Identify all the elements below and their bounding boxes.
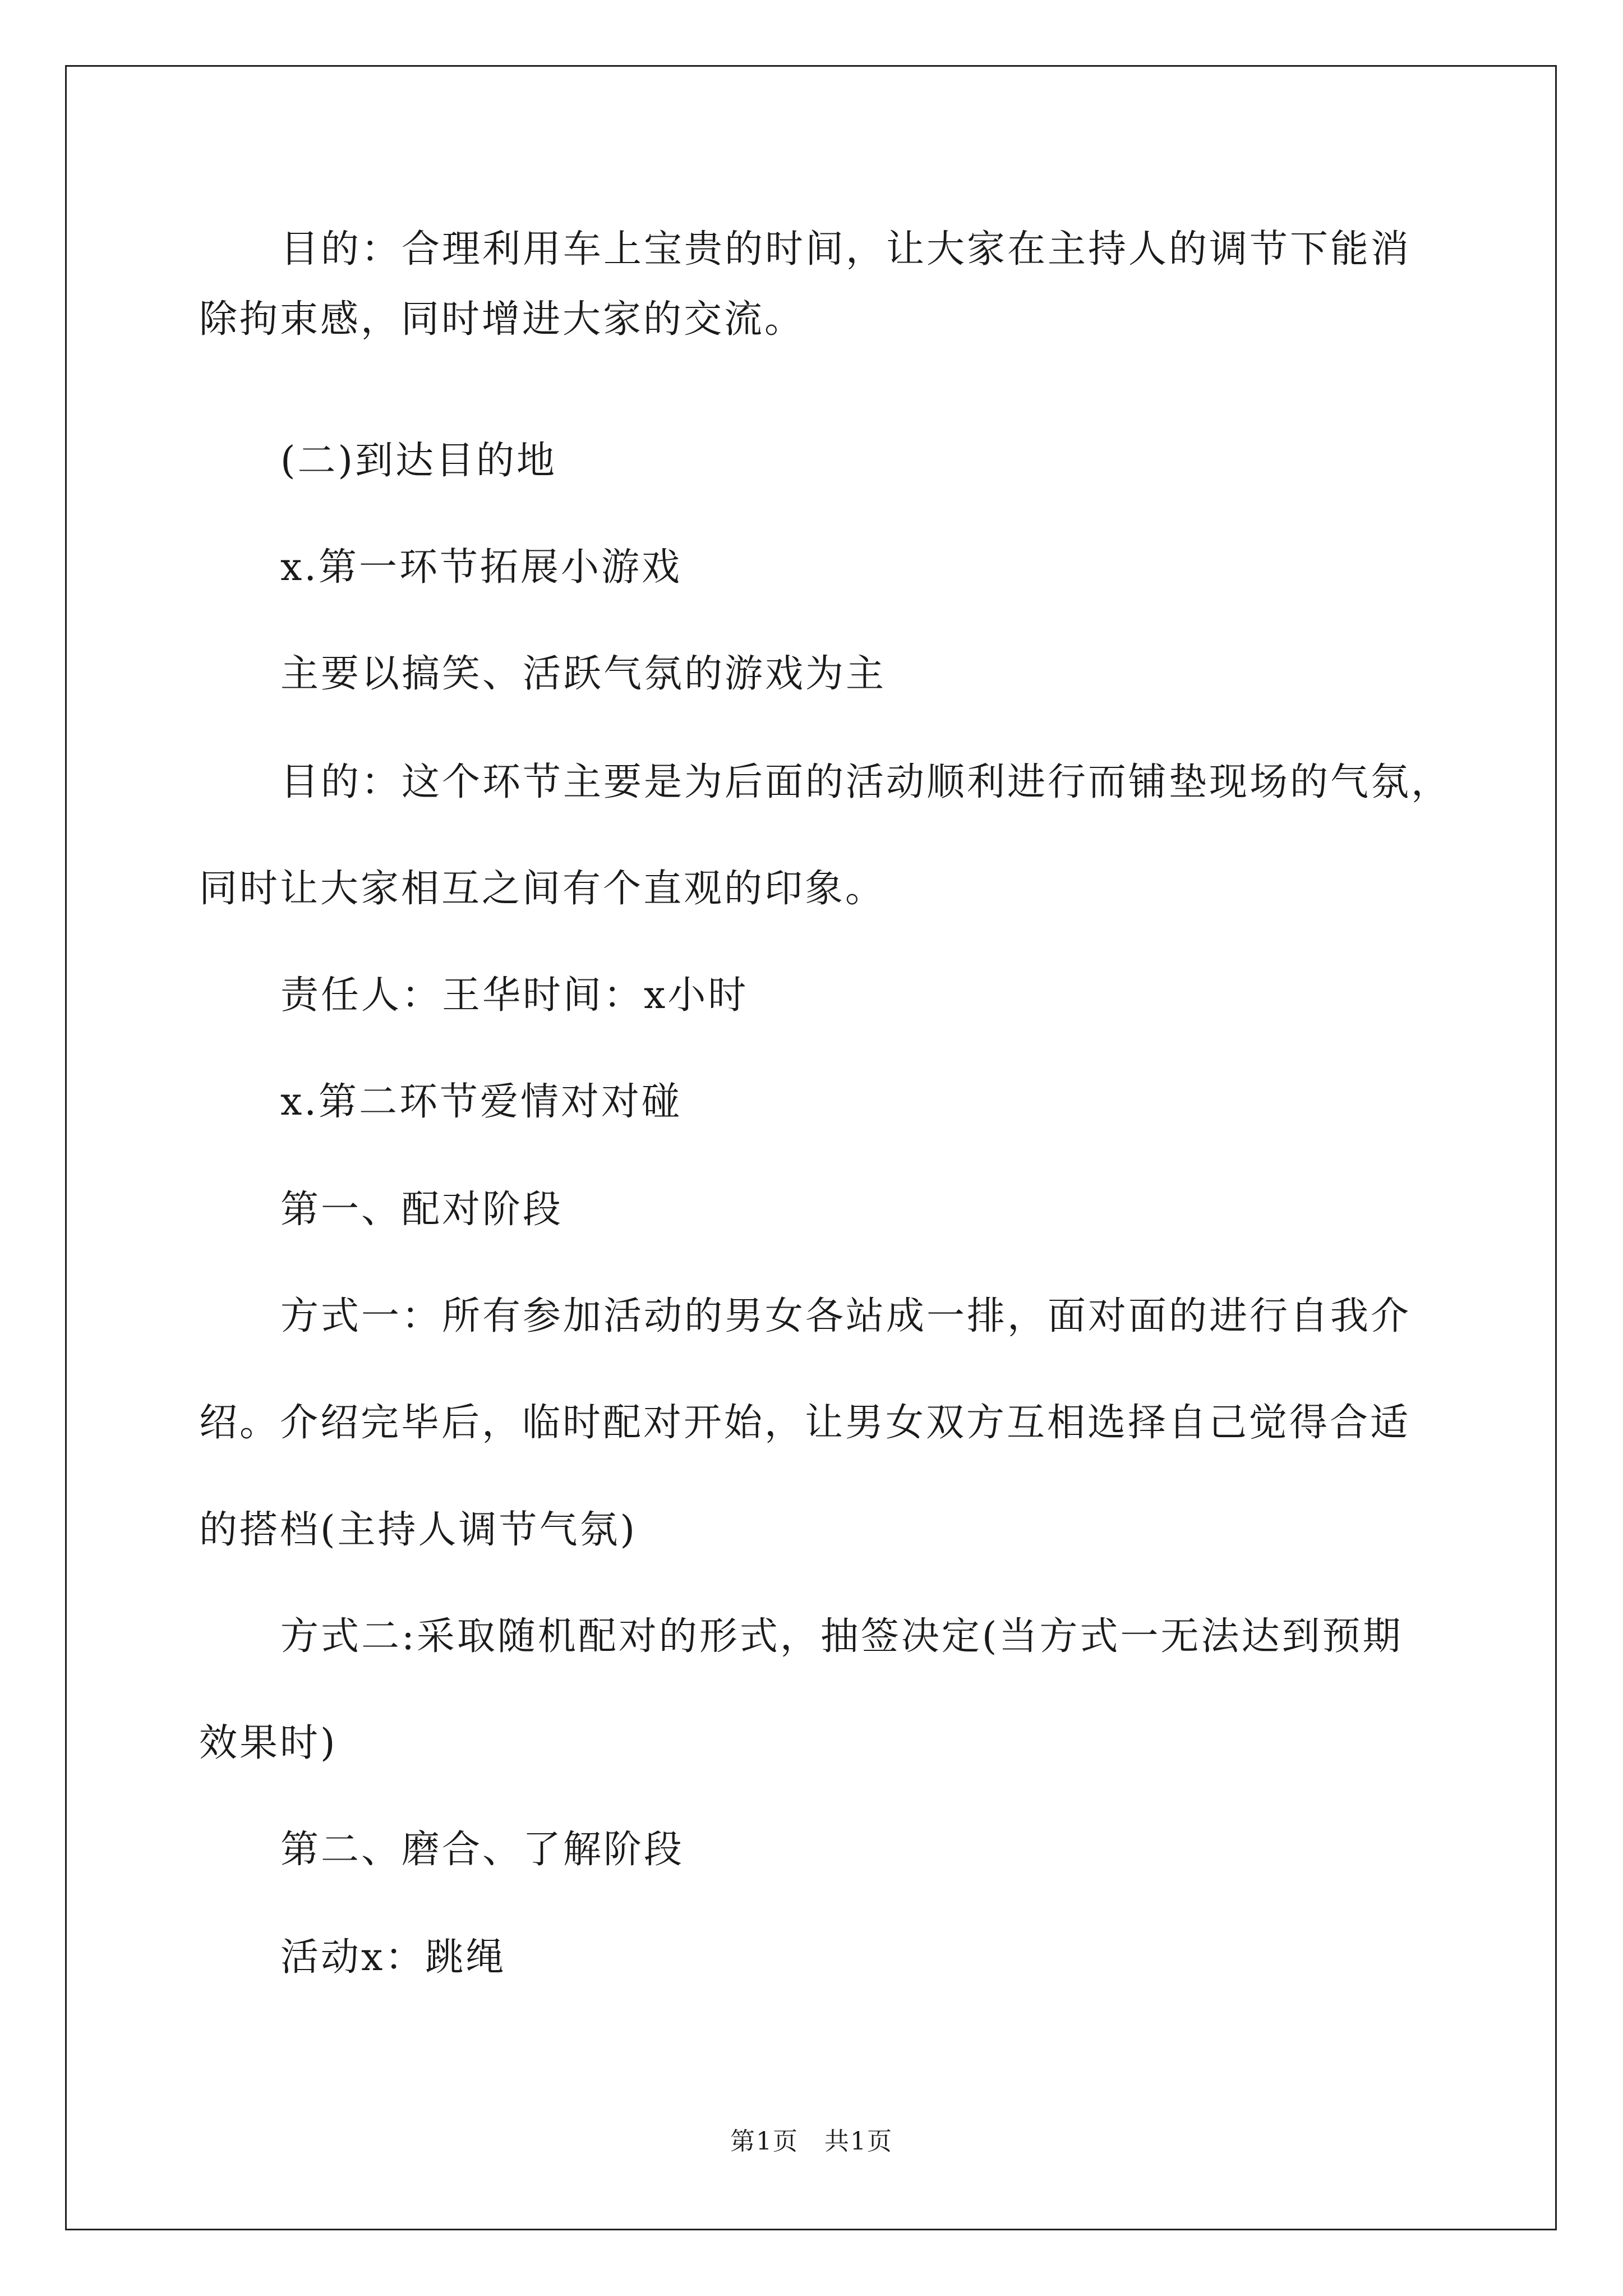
- paragraph-line: 责任人：王华时间：x小时: [280, 973, 749, 1018]
- paragraph-line: 方式二:采取随机配对的形式，抽签决定(当方式一无法达到预期: [280, 1614, 1403, 1659]
- page-border: [65, 65, 1557, 2230]
- paragraph-line: 目的：这个环节主要是为后面的活动顺利进行而铺垫现场的气氛，: [280, 760, 1452, 804]
- paragraph-line: 第一、配对阶段: [280, 1188, 564, 1232]
- paragraph-line: 效果时): [199, 1721, 338, 1765]
- paragraph-line: x.第二环节爱情对对碰: [280, 1080, 682, 1124]
- paragraph-line: 除拘束感，同时增进大家的交流。: [199, 297, 805, 342]
- paragraph-line: 活动x：跳绳: [280, 1935, 506, 1980]
- paragraph-line: 的搭档(主持人调节气氛): [199, 1508, 638, 1552]
- paragraph-line: 主要以搞笑、活跃气氛的游戏为主: [280, 652, 887, 696]
- page-footer: 第1页 共1页: [730, 2127, 893, 2156]
- section-heading: (二)到达目的地: [280, 439, 557, 483]
- paragraph-line: 同时让大家相互之间有个直观的印象。: [199, 867, 886, 911]
- paragraph-line: 目的：合理利用车上宝贵的时间，让大家在主持人的调节下能消: [280, 227, 1412, 272]
- paragraph-line: x.第一环节拓展小游戏: [280, 545, 682, 590]
- paragraph-line: 方式一：所有参加活动的男女各站成一排，面对面的进行自我介: [280, 1294, 1412, 1338]
- paragraph-line: 第二、磨合、了解阶段: [280, 1828, 685, 1872]
- paragraph-line: 绍。介绍完毕后，临时配对开始，让男女双方互相选择自己觉得合适: [199, 1401, 1411, 1445]
